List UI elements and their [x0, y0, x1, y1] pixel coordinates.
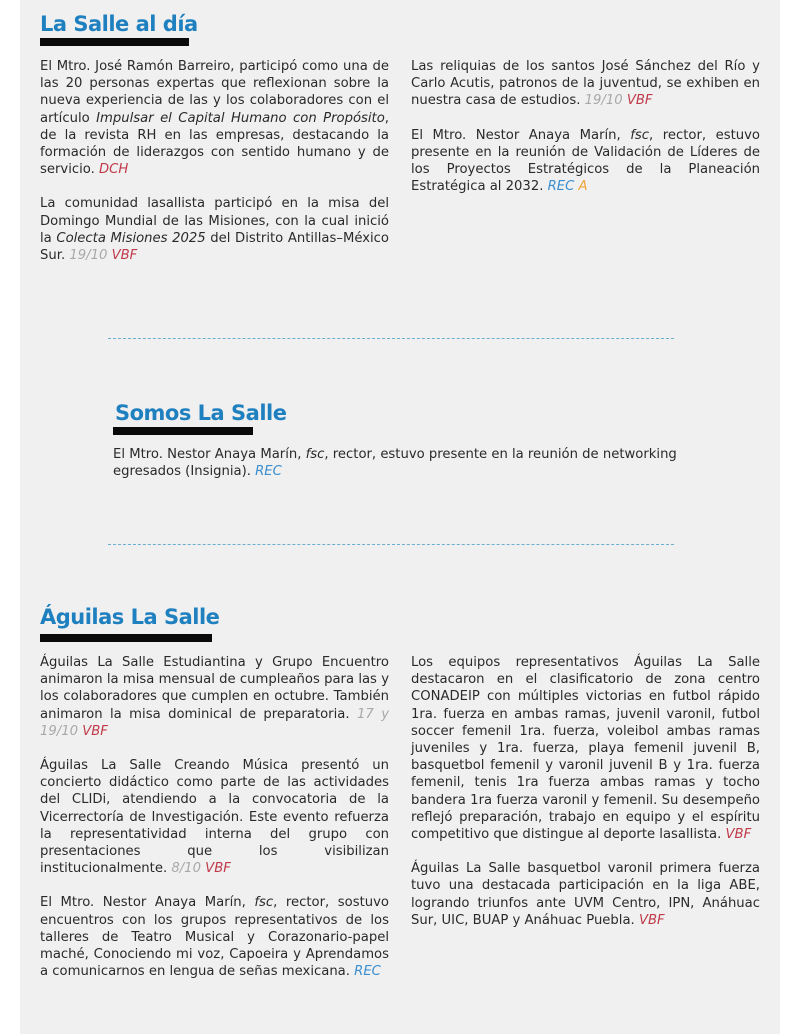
item-text: El Mtro. José Ramón Barreiro, participó como una de las 20 personas expertas que reflexionan sobre la nueva experiencia de las y los colaboradores con el artículo: [40, 59, 389, 126]
item-text: La comunidad lasallista participó en la misa del Domingo Mundial de las Misiones, con la cual inició la: [40, 196, 389, 246]
author-tag: DCH: [99, 162, 129, 178]
section-title-aguilas-la-salle: Águilas La Salle: [40, 605, 220, 629]
news-item: [411, 654, 760, 843]
news-item: [411, 127, 760, 196]
item-text: , de la revista RH en las empresas, destacando la formación de liderazgos con sentido humano y de servicio.: [40, 110, 389, 178]
item-date: 17 y 19/10: [40, 706, 389, 739]
author-tag-secondary: A: [578, 179, 588, 195]
item-text: El Mtro. Nestor Anaya Marín,: [40, 895, 255, 911]
column-dia-left: [40, 58, 389, 281]
title-underline: [40, 38, 189, 46]
title-abbrev: fsc: [630, 127, 650, 143]
section-title-la-salle-al-dia: La Salle al día: [40, 12, 198, 36]
item-date: 19/10: [69, 248, 108, 264]
campaign-name: Colecta Misiones 2025: [56, 230, 206, 246]
author-tag: REC: [255, 464, 282, 480]
item-text: , rector, sostuvo encuentros con los grupos representativos de los talleres de Teatro Musical y Corazonario-papel maché, Conociendo mi voz, Capoeira y Aprendamos a comunicarnos en lengua de señas mexicana.: [40, 895, 389, 980]
dashed-divider: [108, 338, 674, 339]
title-underline: [40, 634, 212, 642]
column-aguilas-right: [411, 654, 760, 946]
item-text: , rector, estuvo presente en la reunión de Validación de Líderes de los Proyectos Estratégicos de la Planeación Estratégica al 2032.: [411, 127, 760, 195]
news-item: [40, 757, 389, 877]
dashed-divider: [108, 544, 674, 545]
news-item: [40, 894, 389, 980]
author-tag: VBF: [638, 912, 665, 928]
column-dia-right: [411, 58, 760, 212]
author-tag: VBF: [725, 827, 752, 843]
item-text: Las reliquias de los santos José Sánchez del Río y Carlo Acutis, patronos de la juventud, se exhiben en nuestra casa de estudios.: [411, 59, 760, 109]
item-text: El Mtro. Nestor Anaya Marín,: [411, 127, 631, 143]
author-tag: REC: [354, 964, 381, 980]
news-item: [411, 860, 760, 929]
item-date: 19/10: [584, 93, 623, 109]
section-title-somos-la-salle: Somos La Salle: [115, 401, 287, 425]
item-text: del Distrito Antillas–México Sur.: [40, 230, 389, 264]
column-aguilas-left: [40, 654, 389, 997]
author-tag: VBF: [626, 93, 653, 109]
news-item: [113, 446, 691, 480]
title-abbrev: fsc: [254, 895, 274, 911]
item-text: El Mtro. Nestor Anaya Marín,: [113, 447, 306, 462]
author-tag: VBF: [205, 861, 231, 877]
news-item: [40, 654, 389, 740]
item-date: 8/10: [171, 861, 201, 877]
news-item: [40, 195, 389, 264]
item-text: Águilas La Salle Estudiantina y Grupo Encuentro animaron la misa mensual de cumpleaños para las y los colaboradores que cumplen en octubre. También animaron la misa dominical de preparatoria.: [40, 655, 389, 722]
item-text: , rector, estuvo presente en la reunión de networking egresados (Insignia).: [113, 447, 677, 480]
author-tag: VBF: [82, 723, 108, 739]
item-text: Los equipos representativos Águilas La Salle destacaron en el clasificatorio de zona centro CONADEIP con múltiples victorias en futbol rápido 1ra. fuerza en ambas ramas, juvenil varonil, futbol soccer femenil 1ra. fuerza, voleibol ambas ramas juveniles y 1ra. fuerza, playa femenil juvenil B, basquetbol femenil y varonil juvenil B y 1ra. fuerza femenil, tenis 1ra fuerza ambas ramas y tocho bandera 1ra fuerza varonil y femenil. Su desempeño reflejó preparación, trabajo en equipo y el espíritu competitivo que distingue al deporte lasallista.: [411, 655, 760, 843]
article-title: Impulsar el Capital Humano con Propósito: [96, 110, 385, 126]
news-item: [411, 58, 760, 110]
item-text: Águilas La Salle Creando Música presentó un concierto didáctico como parte de las actividades del CLIDi, atendiendo a la convocatoria de la Vicerrectoría de Investigación. Este evento refuerza la representatividad interna del grupo con presentaciones que los visibilizan institucionalmente.: [40, 758, 389, 877]
author-tag: REC: [547, 179, 575, 195]
item-text: Águilas La Salle basquetbol varonil primera fuerza tuvo una destacada participación en la liga ABE, logrando triunfos ante UVM Centro, IPN, Anáhuac Sur, UIC, BUAP y Anáhuac Puebla.: [411, 861, 760, 928]
somos-item: [113, 446, 691, 497]
news-item: [40, 58, 389, 178]
title-underline: [113, 427, 253, 435]
author-tag: VBF: [111, 248, 138, 264]
title-abbrev: fsc: [305, 447, 325, 462]
